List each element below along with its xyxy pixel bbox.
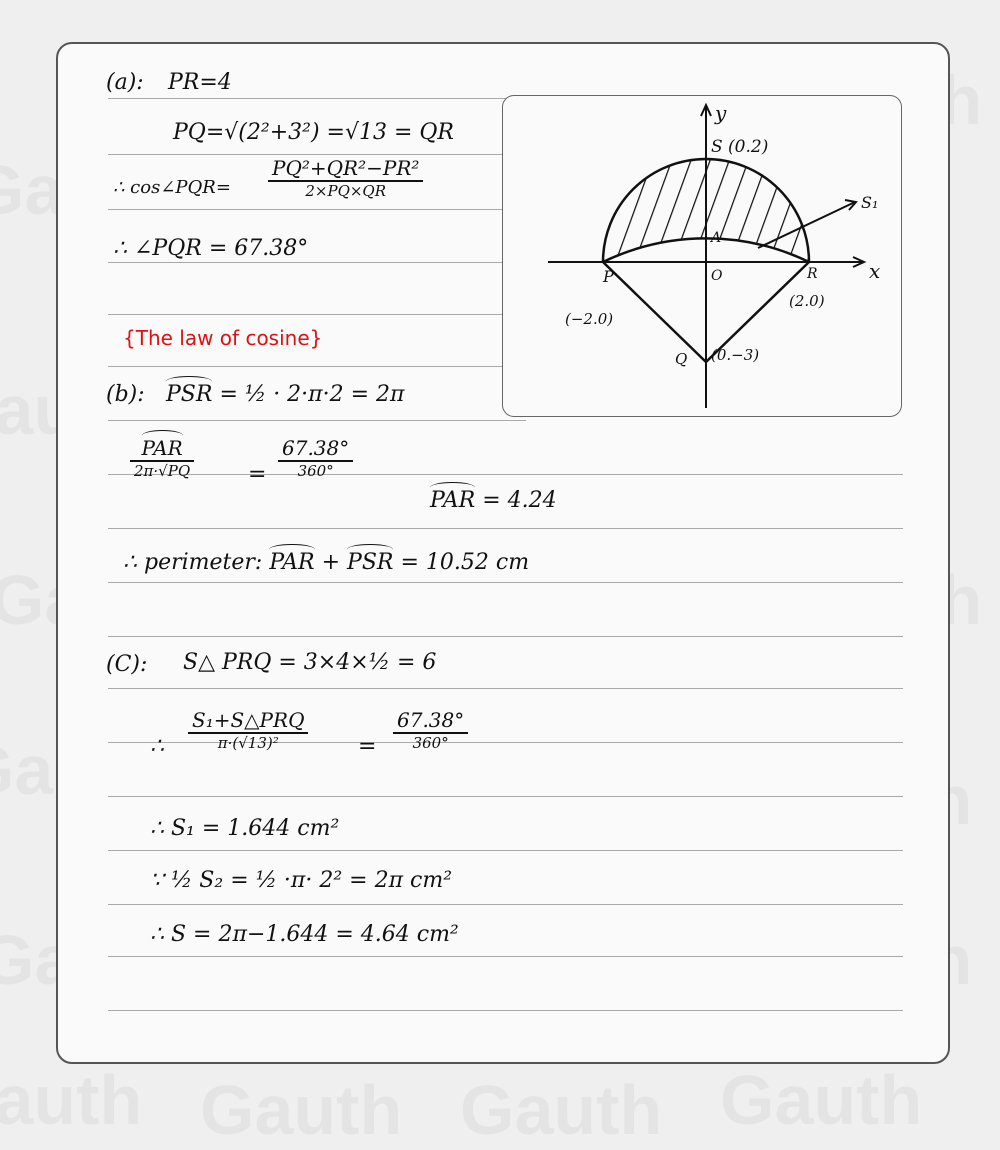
label-s1: S₁ xyxy=(861,193,879,212)
c-fraction-2-numerator: 67.38° xyxy=(397,708,465,732)
par-value: = 4.24 xyxy=(482,488,557,513)
diagram-svg xyxy=(503,96,901,416)
fraction-2-numerator: 67.38° xyxy=(282,436,350,460)
ruled-line xyxy=(108,796,903,797)
ruled-line xyxy=(108,582,903,583)
part-a-pr: PR=4 xyxy=(168,70,232,95)
arc-par: PAR xyxy=(430,488,476,513)
perimeter-value: = 10.52 cm xyxy=(400,550,530,575)
ruled-line xyxy=(108,262,526,263)
watermark-text xyxy=(460,1070,662,1150)
label-p-coord: (−2.0) xyxy=(565,310,614,328)
label-s: S (0.2) xyxy=(711,137,769,157)
ruled-line xyxy=(108,314,526,315)
arc-par: PAR xyxy=(141,436,183,460)
part-a-cos-prefix: ∴ cos∠PQR= xyxy=(113,177,231,198)
part-c-label: (C): xyxy=(106,652,148,677)
part-a-note: {The law of cosine} xyxy=(123,326,323,350)
arc-psr: PSR xyxy=(347,550,394,575)
cos-denominator: 2×PQ×QR xyxy=(268,180,423,200)
part-b-par xyxy=(430,488,557,513)
part-c-fraction-2 xyxy=(393,708,468,752)
part-a-label: (a): xyxy=(106,70,144,95)
part-c-fraction-1 xyxy=(188,708,308,752)
ruled-line xyxy=(108,209,526,210)
label-o: O xyxy=(711,268,723,284)
part-b-equals: = xyxy=(248,462,267,487)
part-b-fraction-1 xyxy=(130,436,194,480)
ruled-line xyxy=(108,1010,903,1011)
part-c-equals: = xyxy=(358,734,377,759)
arc-psr: PSR xyxy=(166,382,213,407)
part-a-pq: PQ=√(2²+3²) =√13 = QR xyxy=(173,120,454,145)
coordinate-diagram xyxy=(502,95,902,417)
cos-numerator: PQ²+QR²−PR² xyxy=(272,156,420,180)
ruled-line xyxy=(108,850,903,851)
label-r-coord: (2.0) xyxy=(789,292,825,310)
watermark-text xyxy=(720,1060,922,1140)
label-x: x xyxy=(869,259,881,283)
ruled-line xyxy=(108,528,903,529)
part-b-fraction-2 xyxy=(278,436,353,480)
watermark-text xyxy=(0,1060,142,1140)
label-a: A xyxy=(711,230,722,246)
ruled-line xyxy=(108,904,903,905)
c-fraction-1-denominator: π·(√13)² xyxy=(188,732,308,752)
part-c-s: ∴ S = 2π−1.644 = 4.64 cm² xyxy=(150,922,459,947)
part-c-s1: ∴ S₁ = 1.644 cm² xyxy=(150,816,340,841)
ruled-line xyxy=(108,956,903,957)
fraction-1-denominator: 2π·√PQ xyxy=(130,460,194,480)
watermark-text xyxy=(200,1070,402,1150)
part-b-label: (b): xyxy=(106,382,145,407)
part-c-therefore: ∴ xyxy=(150,734,164,759)
ruled-line xyxy=(108,474,903,475)
perimeter-plus: + xyxy=(321,550,341,575)
ruled-line xyxy=(108,636,903,637)
c-fraction-2-denominator: 360° xyxy=(393,732,468,752)
arc-par: PAR xyxy=(269,550,315,575)
part-c-triangle-area: S△ PRQ = 3×4×½ = 6 xyxy=(183,650,437,675)
fraction-2-denominator: 360° xyxy=(278,460,353,480)
c-fraction-1-numerator: S₁+S△PRQ xyxy=(192,708,305,732)
psr-value: = ½ · 2·π·2 = 2π xyxy=(219,382,405,407)
part-a-angle: ∴ ∠PQR = 67.38° xyxy=(113,236,309,261)
label-r: R xyxy=(807,266,818,282)
ruled-line xyxy=(108,688,903,689)
label-q: Q xyxy=(675,350,688,368)
ruled-line xyxy=(108,420,526,421)
part-b-perimeter xyxy=(123,550,529,575)
part-c-s2: ∵ ½ S₂ = ½ ·π· 2² = 2π cm² xyxy=(150,868,453,893)
label-y: y xyxy=(715,101,727,125)
ruled-line xyxy=(108,154,526,155)
label-q-coord: (0.−3) xyxy=(711,346,760,364)
perimeter-prefix: ∴ perimeter: xyxy=(123,550,263,575)
segment-pq xyxy=(603,262,706,362)
ruled-line xyxy=(108,98,526,99)
part-b-psr xyxy=(166,382,405,407)
part-a-cos-fraction xyxy=(268,156,423,200)
label-p: P xyxy=(603,267,614,286)
ruled-line xyxy=(108,366,526,367)
